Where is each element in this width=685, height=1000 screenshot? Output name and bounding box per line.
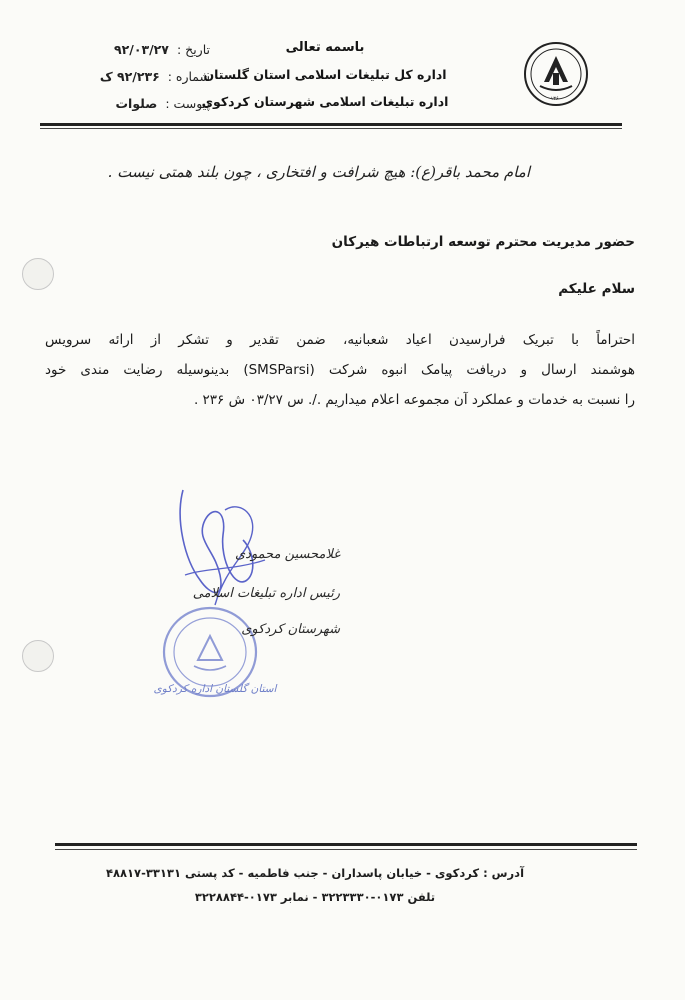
footer-phone: تلفن ۰۱۷۳-۳۲۲۳۳۳۰ - نمابر ۰۱۷۳-۳۲۲۸۸۴۴	[194, 890, 436, 904]
stamp-caption: استان گلستان اداره کردکوی	[153, 683, 277, 695]
footer-divider-thin	[55, 849, 637, 850]
org-line-1: اداره کل تبلیغات اسلامی استان گلستان	[203, 67, 447, 82]
date-label: تاریخ :	[176, 42, 210, 57]
signatory-name: غلامحسین محمودی	[234, 547, 340, 562]
svg-text:۱۳۶۰: ۱۳۶۰	[550, 96, 562, 102]
number-value: ۹۲/۲۳۶ ک	[99, 69, 160, 84]
footer-divider	[55, 843, 637, 846]
header-divider-thin	[40, 128, 622, 129]
number-label: شماره :	[167, 69, 210, 84]
attachment-value: صلوات	[115, 96, 158, 111]
number-field	[40, 69, 210, 84]
punch-hole-bottom	[22, 640, 54, 672]
footer-address: آدرس : کردکوی - خیابان پاسداران - جنب فاطمیه - کد پستی ۳۳۱۳۱-۴۸۸۱۷	[105, 866, 525, 880]
date-field	[40, 42, 210, 57]
recipient-line: حضور مدیریت محترم توسعه ارتباطات هیرکان	[331, 234, 635, 250]
hadith-quote: امام محمد باقر(ع): هیچ شرافت و افتخاری ، چون بلند همتی نیست .	[107, 163, 530, 181]
greeting-line: سلام علیکم	[558, 281, 635, 297]
bismillah-heading: باسمه تعالی	[285, 40, 365, 55]
organization-logo-icon	[522, 40, 590, 108]
signatory-title-1: رئیس اداره تبلیغات اسلامی	[192, 586, 340, 601]
punch-hole-top	[22, 258, 54, 290]
org-line-2: اداره تبلیغات اسلامی شهرستان کردکوی	[201, 94, 449, 109]
attachment-field	[40, 96, 210, 111]
header-divider	[40, 123, 622, 126]
body-line-1: احتراماً با تبریک فرارسیدن اعیاد شعبانیه، ضمن تقدیر و تشکر از ارائه سرویس	[45, 332, 635, 348]
body-line-2: هوشمند ارسال و دریافت پیامک انبوه شرکت (SMSParsi) بدینوسیله رضایت مندی خود	[45, 362, 635, 378]
attachment-label: پیوست :	[165, 96, 210, 111]
body-line-3: را نسبت به خدمات و عملکرد آن مجموعه اعلام میداریم ./. س ۰۳/۲۷ ش ۲۳۶ .	[193, 392, 635, 408]
signatory-title-2: شهرستان کردکوی	[241, 622, 340, 637]
date-value: ۹۲/۰۳/۲۷	[114, 42, 169, 57]
